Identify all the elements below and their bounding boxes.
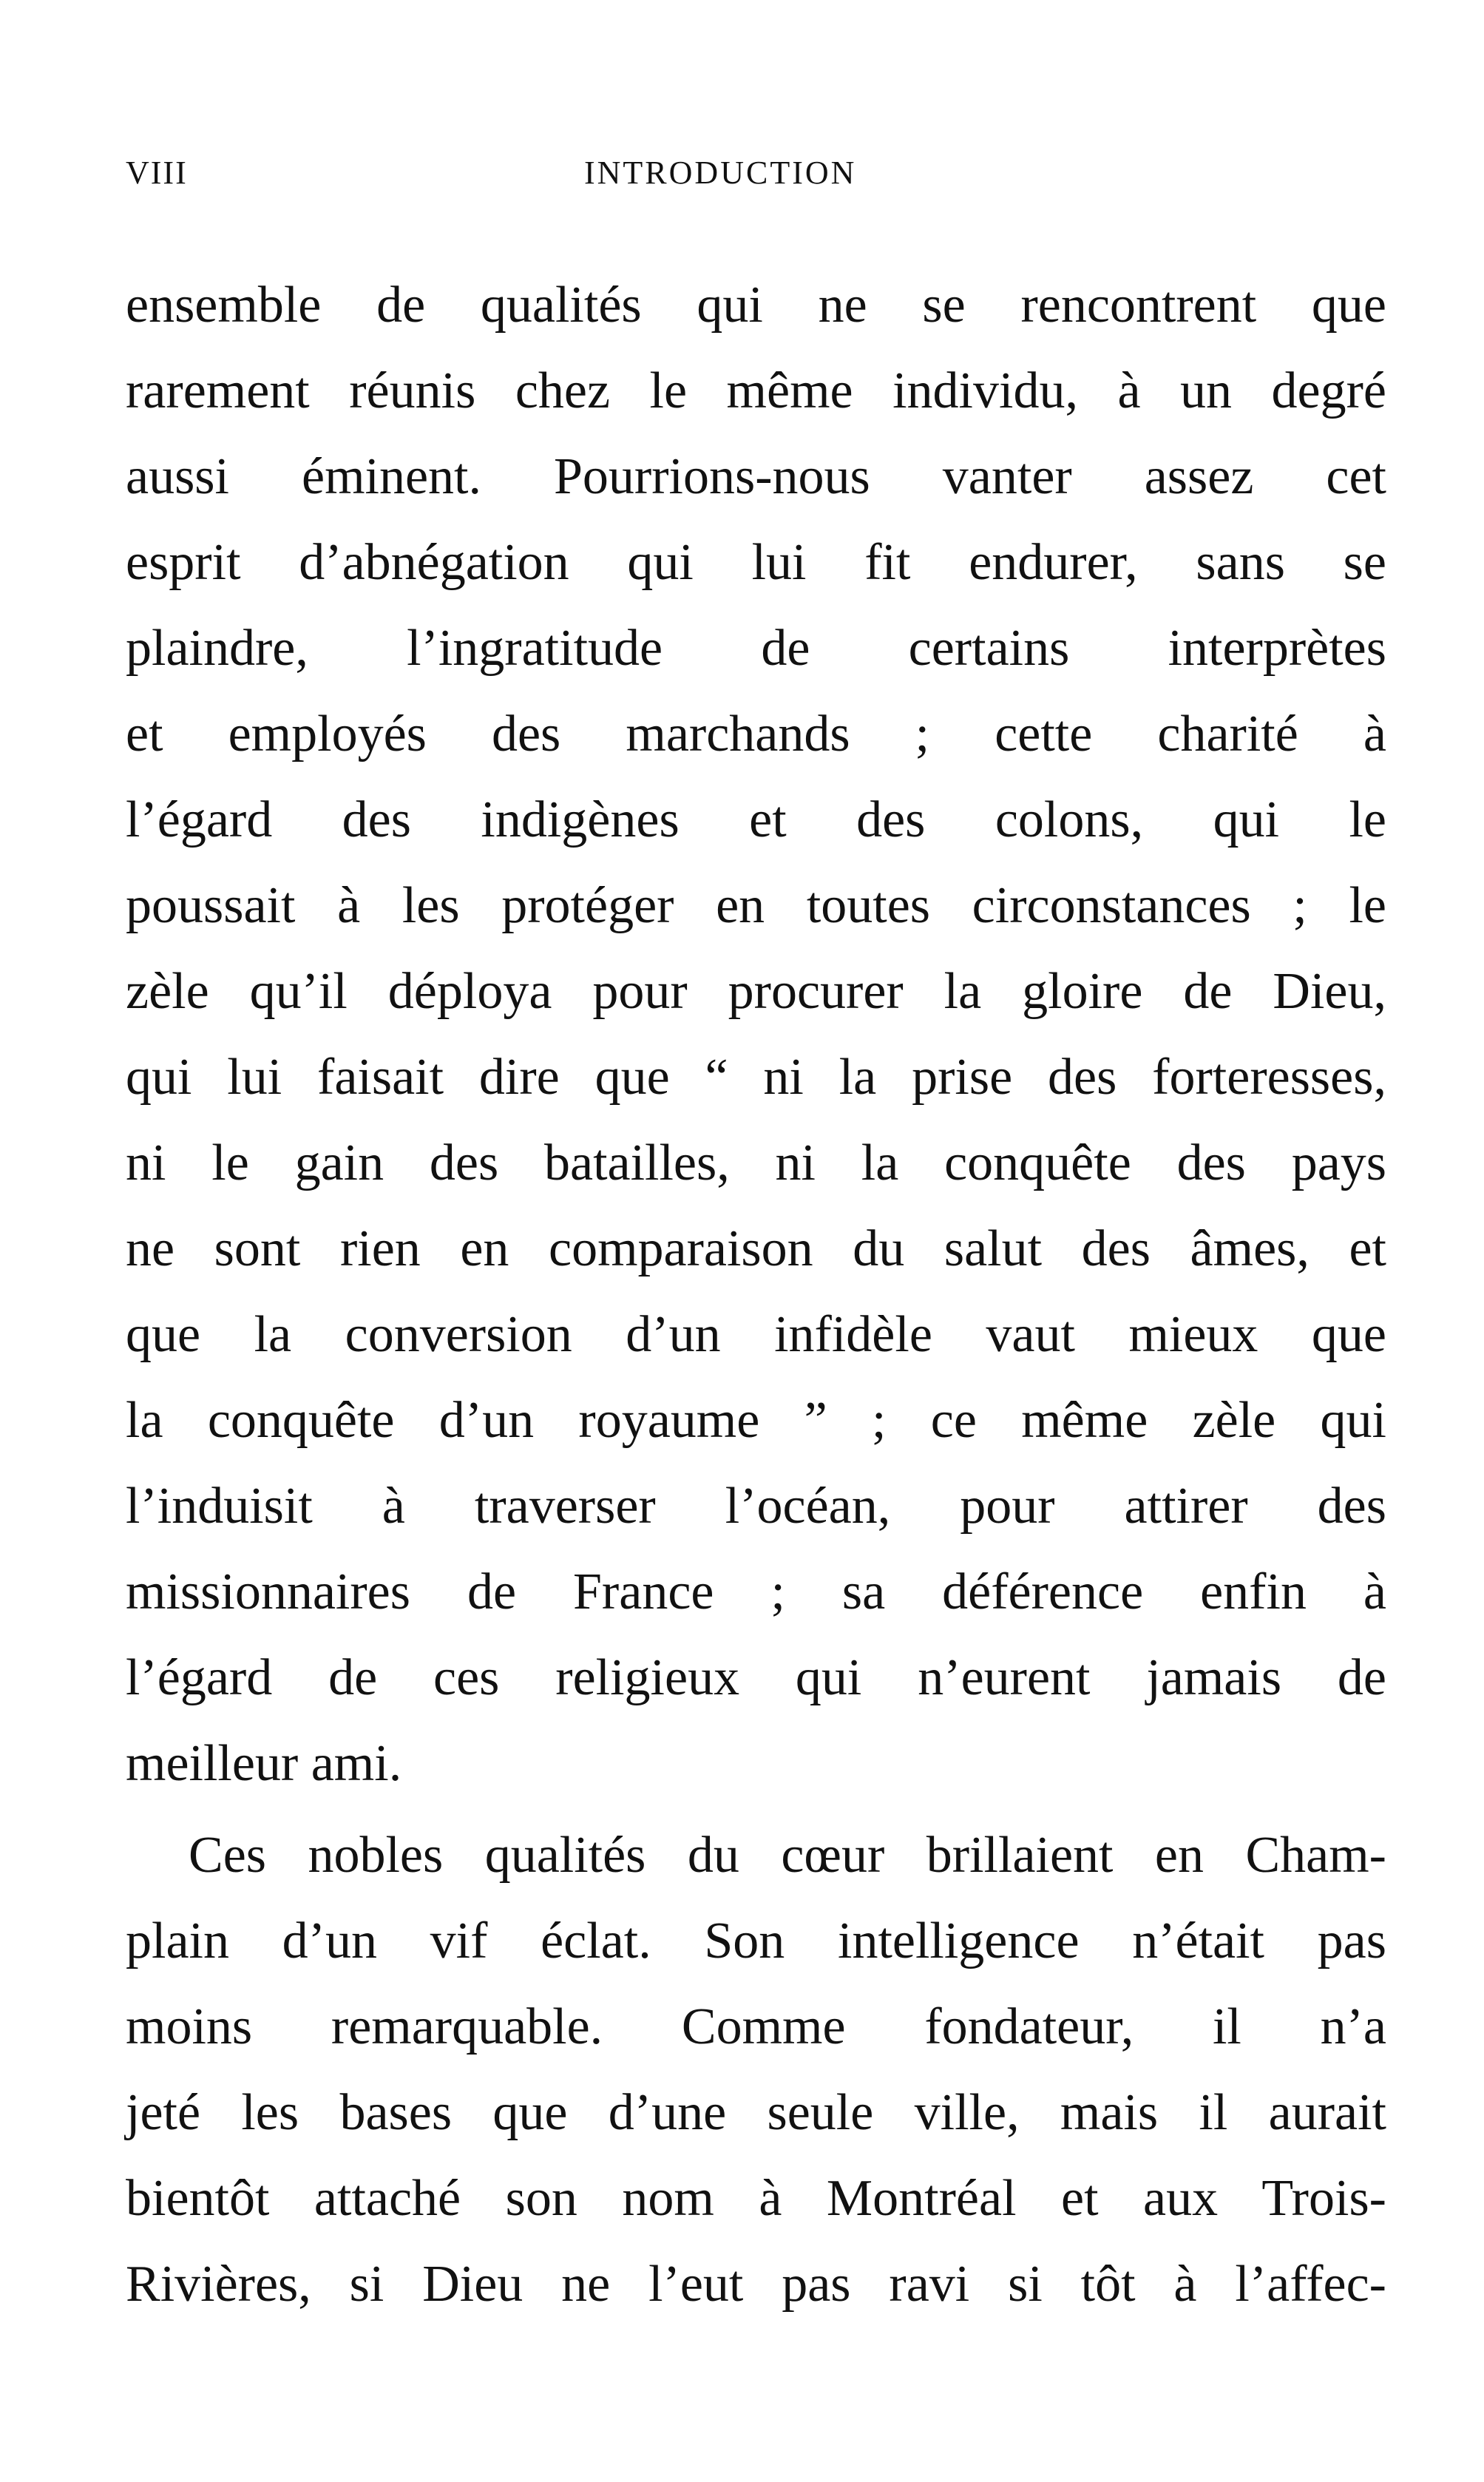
text-line: meilleur ami. — [126, 1735, 402, 1792]
text-line: zèle qu’il déploya pour procurer la gloire de Dieu, — [126, 963, 1386, 1020]
text-line: l’induisit à traverser l’océan, pour attirer des — [126, 1478, 1386, 1535]
text-line: bientôt attaché son nom à Montréal et aux Trois- — [126, 2170, 1386, 2227]
paragraph — [126, 1813, 1386, 2327]
body-text — [126, 263, 1386, 2327]
paragraph — [126, 263, 1386, 1807]
text-line: Rivières, si Dieu ne l’eut pas ravi si tôt à l’affec- — [126, 2256, 1386, 2313]
page-header — [126, 154, 1383, 206]
running-title: INTRODUCTION — [584, 155, 857, 191]
text-line: aussi éminent. Pourrions-nous vanter assez cet — [126, 448, 1386, 505]
text-line: poussait à les protéger en toutes circonstances ; le — [126, 877, 1386, 934]
paragraph-gap — [126, 1807, 1386, 1813]
text-line: ensemble de qualités qui ne se rencontrent que — [126, 277, 1386, 334]
text-line: la conquête d’un royaume ” ; ce même zèle qui — [126, 1392, 1386, 1449]
text-line: ne sont rien en comparaison du salut des âmes, et — [126, 1220, 1386, 1277]
text-line: l’égard des indigènes et des colons, qui le — [126, 791, 1386, 848]
text-line: plain d’un vif éclat. Son intelligence n’était pas — [126, 1913, 1386, 1969]
text-line: jeté les bases que d’une seule ville, mais il aurait — [126, 2084, 1386, 2141]
text-line: esprit d’abnégation qui lui fit endurer, sans se — [126, 534, 1386, 591]
text-line: et employés des marchands ; cette charité à — [126, 706, 1386, 762]
text-line: Ces nobles qualités du cœur brillaient en Cham- — [189, 1827, 1386, 1884]
text-line: ni le gain des batailles, ni la conquête des pays — [126, 1135, 1386, 1191]
text-line: qui lui faisait dire que “ ni la prise des forteresses, — [126, 1049, 1386, 1106]
text-line: plaindre, l’ingratitude de certains interprètes — [126, 620, 1386, 677]
text-line: missionnaires de France ; sa déférence enfin à — [126, 1563, 1386, 1620]
text-line: rarement réunis chez le même individu, à un degré — [126, 362, 1386, 419]
page-number: VIII — [126, 155, 188, 191]
text-line: que la conversion d’un infidèle vaut mieux que — [126, 1306, 1386, 1363]
text-line: moins remarquable. Comme fondateur, il n’a — [126, 1998, 1386, 2055]
text-line: l’égard de ces religieux qui n’eurent jamais de — [126, 1649, 1386, 1706]
